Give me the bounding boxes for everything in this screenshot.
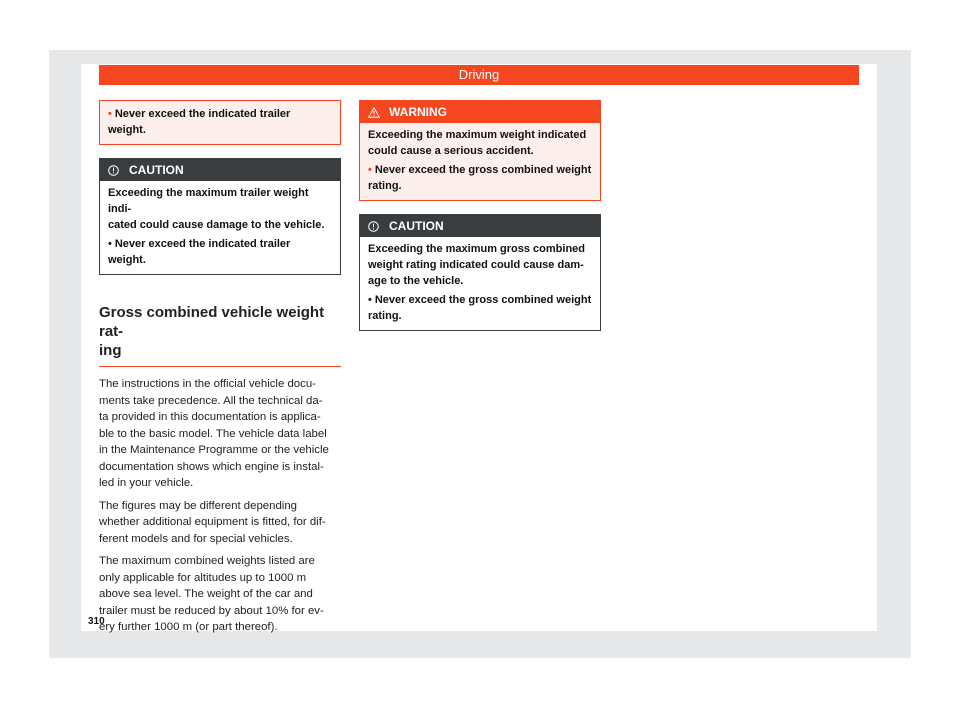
caution-header (360, 215, 600, 237)
warning-text: Exceeding the maximum weight indicated (368, 129, 587, 141)
warning-box (359, 100, 601, 201)
caution-text: Exceeding the maximum gross combined (368, 243, 586, 255)
info-circle-icon (108, 165, 119, 176)
note-line: Never exceed the indicated trailer (114, 108, 291, 120)
warning-header (360, 101, 600, 123)
info-circle-icon (368, 221, 379, 232)
caution-box (359, 214, 601, 331)
paragraph: The instructions in the official vehicle docu- ments take precedence. All the technical da- ta provided in this documentation is applica- ble to the basic model. The vehicle data label in the Maintenance Programme or the vehicle documentation shows which engine is instal- led in your vehicle. (99, 378, 329, 489)
caution-box (99, 158, 341, 275)
warning-heading: WARNING (389, 105, 447, 119)
warning-text: rating. (368, 180, 402, 192)
paragraph: The figures may be different depending whether additional equipment is fitted, for dif- ferent models and for special vehicles. (99, 499, 326, 545)
bullet-icon: • (368, 164, 372, 176)
caution-heading: CAUTION (129, 163, 184, 177)
chapter-header (99, 65, 859, 85)
caution-heading: CAUTION (389, 219, 444, 233)
caution-text: rating. (368, 310, 402, 322)
warning-text: Never exceed the gross combined weight (374, 164, 592, 176)
left-column (99, 100, 341, 642)
note-box (99, 100, 341, 145)
caution-text: cated could cause damage to the vehicle. (108, 219, 325, 231)
caution-text: Exceeding the maximum trailer weight indi- (108, 187, 309, 215)
warning-text: could cause a serious accident. (368, 145, 534, 157)
chapter-title: Driving (458, 67, 500, 82)
caution-text: age to the vehicle. (368, 275, 464, 287)
bullet-icon: • (368, 294, 372, 306)
caution-text: weight rating indicated could cause dam- (368, 259, 584, 271)
caution-header (100, 159, 340, 181)
caution-text: weight. (108, 254, 146, 266)
caution-text: Never exceed the indicated trailer (114, 238, 291, 250)
middle-column (359, 100, 601, 331)
warning-triangle-icon (368, 107, 379, 118)
page-number: 310 (88, 616, 105, 627)
section-heading: Gross combined vehicle weight rat- ing (99, 303, 341, 367)
bullet-icon: • (108, 238, 112, 250)
note-line: weight. (108, 124, 146, 136)
body-text (99, 376, 341, 636)
paragraph: The maximum combined weights listed are only applicable for altitudes up to 1000 m above sea level. The weight of the car and trailer must be reduced by about 10% for ev- ery further 1000 m (or part thereof). (99, 555, 324, 633)
bullet-icon: • (108, 108, 112, 120)
caution-text: Never exceed the gross combined weight (374, 294, 592, 306)
